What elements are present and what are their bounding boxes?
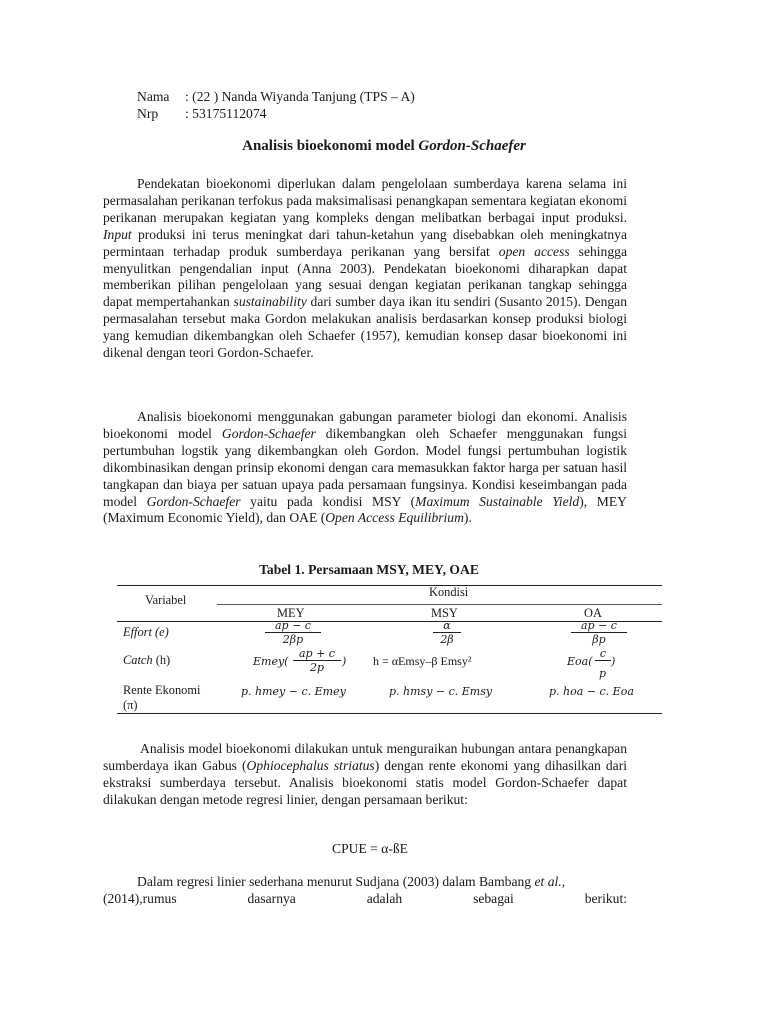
para3-text-2: ) dengan rente ekonomi yang dihasilkan dari ekstraksi sumberdaya tersebut. Analisis bioekonomi statis model Gordon-Schaefer dapat dilakukan dengan metode regresi linier, dengan persamaan berikut: [103,757,628,807]
para2-italic-2: Gordon-Schaefer [146,493,241,509]
rente-oa-formula: p. hoa − c. Eoa [549,685,634,698]
effort-mey-numerator: ap − c [265,619,321,633]
para3-text-1: Analisis model bioekonomi dilakukan untuk menguraikan hubungan antara penangkapan sumberdaya ikan Gabus ( [103,741,627,773]
col-mey-header: MEY [277,606,305,620]
cpue-equation: CPUE = α-ßE [332,841,408,856]
para1-text-2: produksi ini terus meningkat dari tahun-ketahun yang disebabkan oleh meningkatnya permintaan terhadap produk sumberdaya perikanan yang bersifat [103,226,627,259]
equation-table [117,585,662,715]
para2-text-4: ), MEY (Maximum Economic Yield), dan OAE ( [103,493,627,526]
table-caption: Tabel 1. Persamaan MSY, MEY, OAE [259,562,479,577]
para4-italic-1: et al. [534,874,562,889]
para1-text-3: sehingga menyulitkan pengendalian input (Anna 2003). Pendekatan bioekonomi diharapkan dapat memberikan pilihan pengelolaan yang sesuai dengan kegiatan perikanan tangkap sehingga dapat mempertahankan [103,243,627,310]
row-catch-label-italic: Catch [123,653,153,667]
row-rente-symbol: (π) [123,698,138,712]
row-rente-label: Rente Ekonomi [123,683,201,697]
catch-mey-numerator: ap + c [293,647,341,661]
para4-text-2: , [561,874,566,889]
paragraph-3 [103,741,627,809]
para1-italic-1: Input [103,226,132,242]
kondisi-rule [217,604,662,605]
col-kondisi-header: Kondisi [429,585,469,599]
col-msy-header: MSY [431,606,458,620]
row-catch-label-unit: (h) [152,653,171,667]
para1-italic-2: open access [498,243,570,259]
para2-text-5: ). [463,510,472,526]
catch-oa-fraction [595,647,611,661]
paragraph-4 [103,874,627,891]
para2-italic-3: Maximum Sustainable Yield [415,493,580,509]
catch-mey-prefix: Emey( [253,655,289,668]
nrp-value: : 53175112074 [185,106,267,121]
name-line [137,88,415,105]
catch-mey-close: ) [342,655,347,668]
effort-msy-numerator: α [433,619,461,633]
effort-msy-denominator: 2β [440,633,454,646]
para2-text-3: yaitu pada kondisi MSY ( [240,493,416,509]
para3-italic-1: Ophiocephalus striatus [246,757,375,773]
document-title [0,138,768,155]
rente-mey-formula: p. hmey − c. Emey [241,685,346,698]
para2-text-2: dikembangkan oleh Schaefer menggunakan fungsi pertumbuhan logstik yang dikembangkan oleh Gordon. Model fungsi pertumbuhan logistik dikombinasikan dengan prinsip ekonomi dengan cara memasukkan faktor harga per satuan hasil tangkapan dan biaya per satuan upaya pada persamaan fungsinya. Kondisi keseimbangan pada model [103,425,627,509]
para2-italic-4: Open Access Equilibrium [325,510,464,526]
paragraph-2 [103,409,627,527]
catch-msy-formula: h = αEmsy–β Emsy² [373,654,472,668]
catch-oa-denominator: p [599,667,607,680]
para1-italic-3: sustainability [233,294,307,310]
name-value: : (22 ) Nanda Wiyanda Tanjung (TPS – A) [185,89,415,104]
col-variabel-header: Variabel [145,593,187,607]
table-bottom-rule [117,713,662,714]
catch-oa-numerator: c [595,647,611,661]
nrp-label: Nrp [137,106,159,121]
rente-msy-formula: p. hmsy − c. Emsy [389,685,493,698]
row-effort-label: Effort (e) [123,625,169,639]
row-catch-label [123,653,170,668]
paragraph-4-last-line: (2014),rumus dasarnya adalah sebagai berikut: [103,891,627,906]
effort-oa-numerator: ap − c [571,619,627,633]
catch-oa-prefix: Eoa( [567,655,593,668]
effort-mey-denominator: 2βp [282,633,304,646]
title-italic: Gordon-Schaefer [418,138,526,154]
nrp-line [137,105,266,122]
para2-italic-1: Gordon-Schaefer [221,425,316,441]
effort-oa-formula [571,619,627,647]
para1-text-4: dari sumber daya ikan itu sendiri (Susanto 2015). Dengan permasalahan tersebut maka Gordon melakukan analisis berdasarkan konsep produksi biologi yang kemudian dikembangkan oleh Schaefer (1957), kemudian konsep dasar bioekonomi ini dikenal dengan teori Gordon-Schaefer. [103,294,627,361]
para1-text-1: Pendekatan bioekonomi diperlukan dalam pengelolaan sumberdaya karena selama ini permasalahan perikanan terfokus pada maksimalisasi penangkapan sementara kegiatan ekonomi perikanan merupakan kegiatan yang kompleks dengan melibatkan berbagai input produksi. [103,176,627,225]
catch-mey-formula [293,647,341,675]
catch-oa-close: ) [611,655,616,668]
effort-mey-formula [265,619,321,647]
col-oa-header: OA [584,606,602,620]
catch-mey-denominator: 2p [309,661,325,674]
effort-msy-formula [433,619,461,647]
paragraph-1 [103,176,627,362]
table-top-rule [117,585,662,586]
para4-text-1: Dalam regresi linier sederhana menurut Sudjana (2003) dalam Bambang [137,874,535,889]
para2-text-1: Analisis bioekonomi menggunakan gabungan parameter biologi dan ekonomi. Analisis bioekonomi model [103,409,627,441]
name-label: Nama [137,89,170,104]
effort-oa-denominator: βp [592,633,606,646]
title-main: Analisis bioekonomi model [242,138,419,154]
